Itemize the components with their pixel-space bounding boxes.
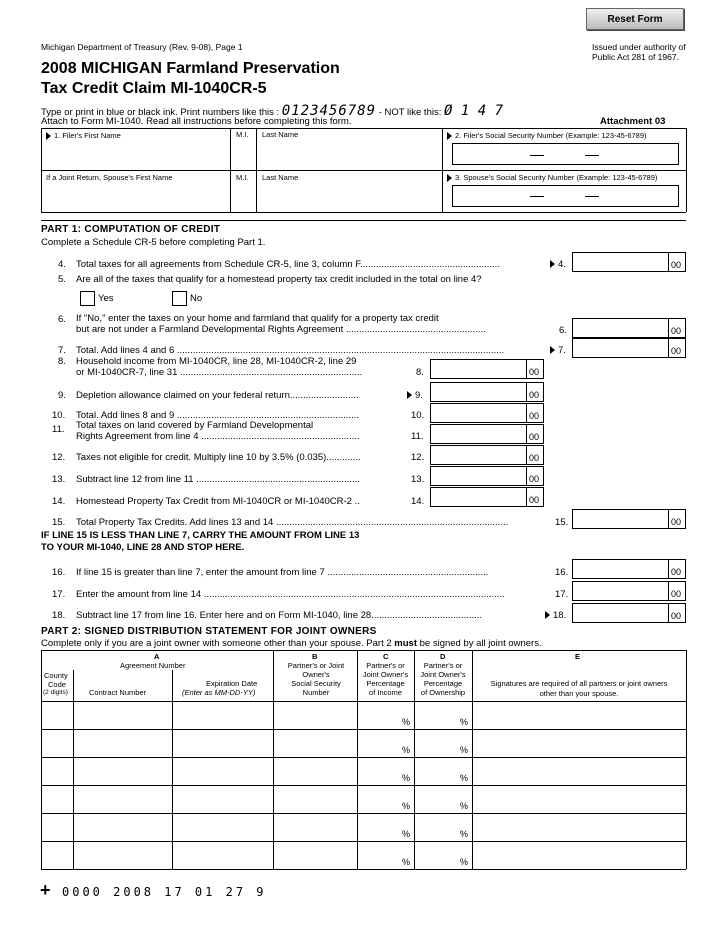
row1-income-pct-sign: %: [402, 717, 411, 727]
row6-signature-input[interactable]: [473, 842, 685, 868]
col-d-letter: D: [440, 652, 446, 661]
filer-ssn-input[interactable]: [452, 143, 679, 165]
line5-text: Are all of the taxes that qualify for a homestead property tax credit included in the total on line 4?: [76, 274, 482, 285]
line14-num: 14.: [52, 496, 66, 507]
row2-ownership-pct-input[interactable]: [415, 730, 457, 756]
row2-income-pct-sign: %: [402, 745, 411, 755]
row6-contract-input[interactable]: [74, 842, 171, 868]
row6-income-pct-input[interactable]: [358, 842, 398, 868]
line14-label: 14.: [411, 496, 425, 507]
line4-cents: 00: [671, 260, 682, 270]
col-d-header: Partner's or Joint Owner's Percentage of Ownership: [420, 661, 466, 697]
col-e-letter: E: [575, 652, 581, 661]
line13-text: Subtract line 12 from line 11 ..............................................................: [76, 474, 360, 485]
row2-county-input[interactable]: [42, 730, 72, 756]
row3-contract-input[interactable]: [74, 758, 171, 784]
spouse-first-name-label: If a Joint Return, Spouse's First Name: [46, 173, 173, 182]
row4-ownership-pct-sign: %: [460, 801, 469, 811]
line5-num: 5.: [58, 274, 66, 285]
spouse-first-name-input[interactable]: [46, 184, 226, 208]
good-digits: 0123456789: [281, 103, 377, 119]
line9-cents: 00: [529, 390, 540, 400]
col-b-header: Partner's or Joint Owner's Social Security Number: [287, 661, 345, 697]
row6-county-input[interactable]: [42, 842, 72, 868]
line15-text: Total Property Tax Credits. Add lines 13 and 14 ........................................................................................: [76, 517, 509, 528]
line7-label: 7.: [550, 345, 566, 356]
authority-line-2: Public Act 281 of 1967.: [592, 52, 679, 62]
line9-label: 9.: [407, 390, 423, 401]
spouse-last-name-input[interactable]: [260, 184, 438, 208]
row5-ownership-pct-sign: %: [460, 829, 469, 839]
filer-mi-label: M.I.: [236, 130, 249, 139]
row4-expiration-input[interactable]: [173, 786, 272, 812]
warning-line-1: IF LINE 15 IS LESS THAN LINE 7, CARRY THE AMOUNT FROM LINE 13: [41, 530, 360, 541]
row4-signature-input[interactable]: [473, 786, 685, 812]
filer-first-name-input[interactable]: [46, 142, 226, 166]
line11-label: 11.: [411, 431, 424, 442]
expiration-header-1: Expiration Date: [206, 679, 258, 688]
instruction-attach: Attach to Form MI-1040. Read all instructions before completing this form.: [41, 116, 352, 127]
line4-label: 4.: [550, 259, 566, 270]
line14-cents: 00: [529, 495, 540, 505]
line15-num: 15.: [52, 517, 66, 528]
col-a-letter: A: [154, 652, 160, 661]
row1-income-pct-input[interactable]: [358, 702, 398, 728]
col-b-letter: B: [312, 652, 318, 661]
row3-expiration-input[interactable]: [173, 758, 272, 784]
row2-contract-input[interactable]: [74, 730, 171, 756]
authority-line-1: Issued under authority of: [592, 42, 686, 52]
agreement-number-header: Agreement Number: [120, 661, 186, 670]
line18-text: Subtract line 17 from line 16. Enter here and on Form MI-1040, line 28..........................................: [76, 610, 483, 621]
row5-ownership-pct-input[interactable]: [415, 814, 457, 840]
row5-income-pct-sign: %: [402, 829, 411, 839]
row6-ownership-pct-sign: %: [460, 857, 469, 867]
line8-text-2: or MI-1040CR-7, line 31 .....................................................................: [76, 367, 363, 378]
col-c-header: Partner's or Joint Owner's Percentage of Income: [362, 661, 409, 697]
line4-num: 4.: [58, 259, 66, 270]
row4-county-input[interactable]: [42, 786, 72, 812]
filer-first-name-label: 1. Filer's First Name: [46, 131, 121, 140]
row2-expiration-input[interactable]: [173, 730, 272, 756]
line6-cents: 00: [671, 326, 682, 336]
line5-yes-checkbox[interactable]: [80, 291, 95, 306]
line11-text-1: Total taxes on land covered by Farmland Developmental: [76, 420, 314, 431]
row3-county-input[interactable]: [42, 758, 72, 784]
line17-label: 17.: [555, 589, 569, 600]
line13-label: 13.: [411, 474, 425, 485]
row4-income-pct-sign: %: [402, 801, 411, 811]
row2-income-pct-input[interactable]: [358, 730, 398, 756]
line12-text: Taxes not eligible for credit. Multiply line 10 by 3.5% (0.035).............: [76, 452, 361, 463]
part1-subtitle: Complete a Schedule CR-5 before completing Part 1.: [41, 237, 266, 248]
spouse-mi-input[interactable]: [234, 184, 254, 208]
line4-text: Total taxes for all agreements from Schedule CR-5, line 3, column F.....................................................: [76, 259, 500, 270]
row3-income-pct-input[interactable]: [358, 758, 398, 784]
row4-income-pct-input[interactable]: [358, 786, 398, 812]
line17-cents: 00: [671, 589, 682, 599]
row4-ssn-input[interactable]: [274, 786, 356, 812]
row5-expiration-input[interactable]: [173, 814, 272, 840]
line11-cents: 00: [529, 432, 540, 442]
row3-ownership-pct-sign: %: [460, 773, 469, 783]
row2-ssn-input[interactable]: [274, 730, 356, 756]
county-header-3: (2 digits): [43, 689, 68, 696]
form-title-1: 2008 MICHIGAN Farmland Preservation: [41, 60, 340, 77]
attachment-number: Attachment 03: [600, 116, 666, 127]
row1-ownership-pct-input[interactable]: [415, 702, 457, 728]
line15-label: 15.: [555, 517, 569, 528]
row5-ssn-input[interactable]: [274, 814, 356, 840]
line10-num: 10.: [52, 410, 66, 421]
line5-no-label: No: [190, 293, 203, 304]
part2-title: PART 2: SIGNED DISTRIBUTION STATEMENT FOR JOINT OWNERS: [41, 626, 377, 637]
form-title-2: Tax Credit Claim MI-1040CR-5: [41, 80, 267, 97]
line15-cents: 00: [671, 517, 682, 527]
footer-barcode-number: 0000 2008 17 01 27 9: [62, 885, 267, 899]
col-c-letter: C: [383, 652, 389, 661]
not-like-text: - NOT like this:: [378, 107, 442, 118]
line13-num: 13.: [52, 474, 66, 485]
spouse-mi-label: M.I.: [236, 173, 249, 182]
line14-text: Homestead Property Tax Credit from MI-1040CR or MI-1040CR-2 ..: [76, 496, 360, 507]
row4-ownership-pct-input[interactable]: [415, 786, 457, 812]
line8-label: 8.: [416, 367, 424, 378]
expiration-header-2: (Enter as MM-DD-YY): [182, 688, 256, 697]
line16-text: If line 15 is greater than line 7, enter the amount from line 7 .............................................................: [76, 567, 489, 578]
line18-cents: 00: [671, 611, 682, 621]
filer-ssn-label: 2. Filer's Social Security Number (Example: 123-45-6789): [447, 131, 647, 140]
col-e-header: Signatures are required of all partners or joint owners other than your spouse.: [490, 679, 668, 698]
line12-label: 12.: [411, 452, 425, 463]
row2-signature-input[interactable]: [473, 730, 685, 756]
line6-label: 6.: [559, 325, 567, 336]
line5-no-checkbox[interactable]: [172, 291, 187, 306]
line12-num: 12.: [52, 452, 66, 463]
row1-contract-input[interactable]: [74, 702, 171, 728]
line7-cents: 00: [671, 346, 682, 356]
row5-county-input[interactable]: [42, 814, 72, 840]
filer-mi-input[interactable]: [234, 142, 254, 166]
filer-last-name-label: Last Name: [262, 130, 299, 139]
line16-label: 16.: [555, 567, 569, 578]
line6-num: 6.: [58, 314, 66, 325]
line16-num: 16.: [52, 567, 66, 578]
footer-plus: +: [40, 880, 51, 900]
row1-county-input[interactable]: [42, 702, 72, 728]
line13-cents: 00: [529, 474, 540, 484]
row6-ownership-pct-input[interactable]: [415, 842, 457, 868]
county-header-2: Code: [48, 680, 66, 689]
spouse-last-name-label: Last Name: [262, 173, 299, 182]
line8-num: 8.: [58, 356, 66, 367]
line10-text: Total. Add lines 8 and 9 .....................................................................: [76, 410, 359, 421]
line17-num: 17.: [52, 589, 66, 600]
row1-ownership-pct-sign: %: [460, 717, 469, 727]
line11-text-2: Rights Agreement from line 4 ............................................................: [76, 431, 360, 442]
line11-num: 11.: [52, 424, 65, 435]
line7-text: Total. Add lines 4 and 6 ............................................................................................................................: [76, 345, 505, 356]
row1-ssn-input[interactable]: [274, 702, 356, 728]
row6-expiration-input[interactable]: [173, 842, 272, 868]
line7-num: 7.: [58, 345, 66, 356]
row6-ssn-input[interactable]: [274, 842, 356, 868]
row5-contract-input[interactable]: [74, 814, 171, 840]
line16-cents: 00: [671, 567, 682, 577]
line9-num: 9.: [58, 390, 66, 401]
row2-ownership-pct-sign: %: [460, 745, 469, 755]
line18-num: 18.: [52, 610, 66, 621]
line9-text: Depletion allowance claimed on your federal return..........................: [76, 390, 359, 401]
row3-ownership-pct-input[interactable]: [415, 758, 457, 784]
bad-digits: Ø 1 4 7: [444, 103, 504, 119]
row3-signature-input[interactable]: [473, 758, 685, 784]
line17-text: Enter the amount from line 14 ..................................................................................................................: [76, 589, 505, 600]
spouse-ssn-input[interactable]: [452, 185, 679, 207]
row1-signature-input[interactable]: [473, 702, 685, 728]
line8-text-1: Household income from MI-1040CR, line 28, MI-1040CR-2, line 29: [76, 356, 357, 367]
part2-subtitle: Complete only if you are a joint owner with someone other than your spouse. Part 2 must be signed by all joint owners.: [41, 638, 542, 649]
row5-signature-input[interactable]: [473, 814, 685, 840]
part1-title: PART 1: COMPUTATION OF CREDIT: [41, 224, 221, 235]
row3-ssn-input[interactable]: [274, 758, 356, 784]
line18-label: 18.: [545, 610, 566, 621]
row4-contract-input[interactable]: [74, 786, 171, 812]
row6-income-pct-sign: %: [402, 857, 411, 867]
line8-cents: 00: [529, 367, 540, 377]
row5-income-pct-input[interactable]: [358, 814, 398, 840]
contract-number-header: Contract Number: [89, 688, 147, 697]
instruction-ink-text: Type or print in blue or black ink. Print numbers like this :: [41, 107, 280, 118]
line5-yes-label: Yes: [98, 293, 114, 304]
line12-cents: 00: [529, 453, 540, 463]
warning-line-2: TO YOUR MI-1040, LINE 28 AND STOP HERE.: [41, 542, 245, 553]
spouse-ssn-label: 3. Spouse's Social Security Number (Example: 123-45-6789): [447, 173, 657, 182]
reset-form-button[interactable]: Reset Form: [586, 8, 684, 30]
line6-text-2: but are not under a Farmland Developmental Rights Agreement .....................................................: [76, 324, 486, 335]
row3-income-pct-sign: %: [402, 773, 411, 783]
line10-cents: 00: [529, 411, 540, 421]
line6-text-1: If "No," enter the taxes on your home and farmland that qualify for a property tax credit: [76, 313, 439, 324]
county-header-1: County: [44, 671, 68, 680]
line10-label: 10.: [411, 410, 425, 421]
department-line: Michigan Department of Treasury (Rev. 9-08), Page 1: [41, 42, 243, 52]
filer-last-name-input[interactable]: [260, 142, 438, 166]
row1-expiration-input[interactable]: [173, 702, 272, 728]
